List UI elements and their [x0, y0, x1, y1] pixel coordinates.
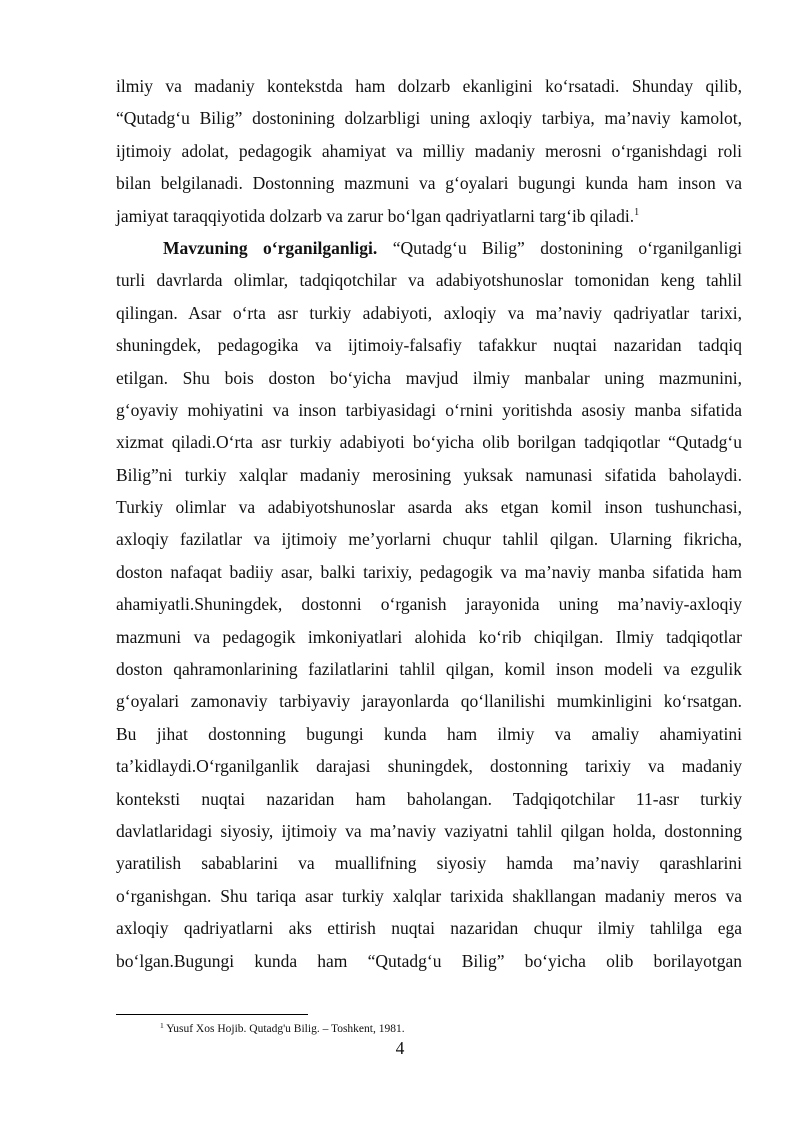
text-line: Bu jihat dostonning bugungi kunda ham ilmiy va amaliy ahamiyatini — [116, 723, 742, 744]
text-line: mazmuni va pedagogik imkoniyatlari alohida ko‘rib chiqilgan. Ilmiy tadqiqotlar — [116, 626, 742, 647]
text-line: bo‘lgan.Bugungi kunda ham “Qutadg‘u Bilig” bo‘yicha olib borilayotgan — [116, 950, 742, 971]
text-line: davlatlaridagi siyosiy, ijtimoiy va ma’naviy vaziyatni tahlil qilgan holda, dostonning — [116, 820, 742, 841]
text-line: ahamiyatli.Shuningdek, dostonni o‘rganish jarayonida uning ma’naviy-axloqiy — [116, 594, 742, 615]
text-line: konteksti nuqtai nazaridan ham baholangan. Tadqiqotchilar 11-asr turkiy — [116, 788, 742, 809]
text-line — [116, 232, 742, 264]
text-line: xizmat qiladi.O‘rta asr turkiy adabiyoti bo‘yicha olib borilgan tadqiqotlar “Qutadg‘u — [116, 432, 742, 453]
text-line: ijtimoiy adolat, pedagogik ahamiyat va milliy madaniy merosni o‘rganishdagi roli — [116, 140, 742, 161]
footnote-text: Yusuf Xos Hojib. Qutadg'u Bilig. – Toshkent, 1981. — [163, 1023, 405, 1035]
section-heading: Mavzuning o‘rganilganligi. — [163, 237, 378, 258]
body-text — [116, 70, 742, 977]
text-line: o‘rganishgan. Shu tariqa asar turkiy xalqlar tarixida shakllangan madaniy meros va — [116, 885, 742, 906]
text-line: etilgan. Shu bois doston bo‘yicha mavjud ilmiy manbalar uning mazmunini, — [116, 367, 742, 388]
text-line: g‘oyaviy mohiyatini va inson tarbiyasidagi o‘rnini yoritishda asosiy manba sifatida — [116, 399, 742, 420]
text-line: axloqiy fazilatlar va ijtimoiy me’yorlarni chuqur tahlil qilgan. Ularning fikricha, — [116, 529, 742, 550]
text-line: Turkiy olimlar va adabiyotshunoslar asarda aks etgan komil inson tushunchasi, — [116, 497, 742, 518]
text-line: axloqiy qadriyatlarni aks ettirish nuqtai nazaridan chuqur ilmiy tahlilga ega — [116, 918, 742, 939]
text-line: shuningdek, pedagogika va ijtimoiy-falsafiy tafakkur nuqtai nazaridan tadqiq — [116, 335, 742, 356]
text-line: qilingan. Asar o‘rta asr turkiy adabiyoti, axloqiy va ma’naviy qadriyatlar tarixi, — [116, 302, 742, 323]
text-line: ta’kidlaydi.O‘rganilganlik darajasi shuningdek, dostonning tarixiy va madaniy — [116, 756, 742, 777]
text-line — [116, 200, 742, 232]
text-line: ilmiy va madaniy kontekstda ham dolzarb ekanligini ko‘rsatadi. Shunday qilib, — [116, 76, 742, 96]
footnote-number: 1 — [160, 1021, 164, 1030]
text-line: yaratilish sabablarini va muallifning siyosiy hamda ma’naviy qarashlarini — [116, 853, 742, 874]
footnote-divider — [116, 1014, 308, 1015]
page-number: 4 — [395, 1038, 405, 1058]
text-line: bilan belgilanadi. Dostonning mazmuni va g‘oyalari bugungi kunda ham inson va — [116, 173, 742, 194]
text-line: doston nafaqat badiiy asar, balki tarixiy, pedagogik va ma’naviy manba sifatida ham — [116, 561, 742, 582]
text-line: turli davrlarda olimlar, tadqiqotchilar va adabiyotshunoslar tomonidan keng tahlil — [116, 270, 742, 291]
footnote-reference[interactable]: 1 — [634, 206, 640, 218]
text-line: g‘oyalari zamonaviy tarbiyaviy jarayonlarda qo‘llanilishi mumkinligini ko‘rsatgan. — [116, 691, 742, 712]
text-line: Bilig”ni turkiy xalqlar madaniy merosining yuksak namunasi sifatida baholaydi. — [116, 464, 742, 485]
text-line-content: jamiyat taraqqiyotida dolzarb va zarur bo‘lgan qadriyatlarni targ‘ib qiladi. — [116, 205, 635, 226]
text-line: doston qahramonlarining fazilatlarini tahlil qilgan, komil inson modeli va ezgulik — [116, 659, 742, 680]
text-line: “Qutadg‘u Bilig” dostonining dolzarbligi uning axloqiy tarbiya, ma’naviy kamolot, — [116, 108, 742, 129]
footnote — [160, 1022, 405, 1036]
text-line-content: “Qutadg‘u Bilig” dostonining o‘rganilganligi — [377, 237, 742, 258]
